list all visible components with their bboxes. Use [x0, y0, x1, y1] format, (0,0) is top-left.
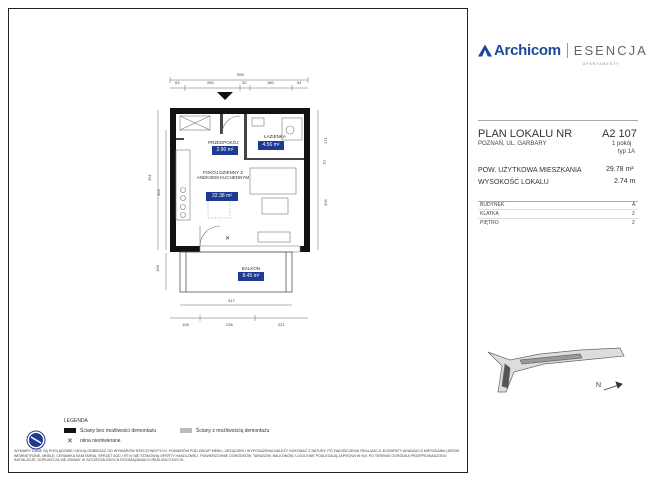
dim-top-seg-3: 32 [242, 80, 247, 85]
brand-logos [478, 42, 648, 59]
divider-building [478, 209, 638, 210]
compass-label: N [596, 382, 602, 389]
hall-area: 2.90 m² [212, 146, 238, 155]
unit-number: A2 107 [602, 128, 637, 140]
disclaimer: WYMIARY DANE SĄ POGLĄDOWE I MOGĄ ODBIEGAĆ OD WYMIARÓW RZECZYWISTYCH. POMIARÓW POD ZAKUP MEBLI, URZĄDZEŃ I WYPOSAŻENIA NALEŻY DOKONAĆ Z NATURY, PO ZAKOŃCZENIU REALIZACJI. ELEMENTY ARANŻACJI MIESZKANIA (DRZWI WEWNĘTRZNE, MEBLE, CERAMIKA SANITARNA, SPRZĘT AGD I RTV) NIE STANOWIĄ OFERTY HANDLOWEJ. POWIERZCHNIE OGRÓDKÓW, TARASÓW, BALKONÓW, LOGGII NIE PODLEGAJĄ ZAPISOWI W KW. PO TERENIE OGRÓDKA PRZEPROWADZONO INSTALACJE, DOPUSZCZA SIĘ ZMIANY W SZCZEGÓŁOWYCH ROZWIĄZANIACH REALIZACYJNYCH. [14, 449, 460, 463]
window-fixed-icon: ✕ [67, 438, 73, 445]
height-label: WYSOKOŚĆ LOKALU [478, 179, 549, 186]
building-value: A [632, 202, 636, 208]
project-name: ESENCJA [567, 43, 648, 58]
unit-type: typ 1A [618, 149, 636, 155]
dim-top-total: 595 [237, 72, 244, 77]
dim-balcony-width: 417 [228, 298, 235, 303]
legend-window-text: okna nieotwierane [80, 438, 121, 444]
entrance-arrow [217, 92, 233, 100]
floor-label: PIĘTRO [480, 220, 499, 226]
legend-fixed-swatch [64, 428, 76, 433]
balcony-area: 8.45 m² [238, 272, 264, 281]
project-subtitle: APARTAMENTY [583, 62, 620, 66]
dim-balcony-depth: 168 [154, 265, 160, 272]
legend-removable-text: Ściany z możliwością demontażu [196, 428, 270, 434]
bath-label: ŁAZIENKA [264, 134, 286, 139]
legend-removable-swatch [180, 428, 192, 433]
dim-left-outer: 351 [146, 174, 152, 181]
dim-top-seg-4: 180 [267, 80, 274, 85]
archicom-logo-icon [478, 45, 492, 57]
building-label: BUDYNEK [480, 202, 505, 208]
dim-bottom-seg-1: 108 [182, 322, 189, 327]
height-value: 2.74 m [614, 178, 636, 185]
floor-value: 2 [632, 220, 635, 226]
dim-top-seg-2: 260 [207, 80, 214, 85]
living-label: POKÓJ DZIENNY Z ANEKSEM KUCHENNYM [196, 170, 250, 180]
compass-icon [604, 382, 622, 390]
stair-value: 2 [632, 211, 635, 217]
balcony-label: BALKON [241, 266, 261, 271]
company-name: Archicom [494, 42, 561, 59]
north-badge-icon [27, 431, 45, 449]
area-label: POW. UŻYTKOWA MIESZKANIA [478, 167, 582, 174]
bath-area: 4.56 m² [258, 141, 284, 150]
dim-bottom-seg-3: 221 [278, 322, 285, 327]
address: POZNAŃ, UL. GARBARY [478, 141, 547, 147]
divider-stair [478, 218, 638, 219]
dim-top-seg-5: 54 [297, 80, 302, 85]
hall-label: PRZEDPOKÓJ [208, 140, 239, 145]
dim-right-upper: 171 [322, 137, 328, 144]
legend-title: LEGENDA [64, 418, 88, 424]
legend-fixed-text: Ściany bez możliwości demontażu [80, 428, 157, 434]
dim-right-mid: 10 [321, 160, 327, 165]
dim-right-lower: 335 [322, 199, 328, 206]
living-area: 22.38 m² [206, 192, 238, 201]
divider-top [478, 120, 638, 121]
area-value: 29.78 m² [606, 166, 634, 173]
plan-title: PLAN LOKALU NR [478, 128, 573, 140]
dim-left-inner: 456 [155, 189, 161, 196]
stair-label: KLATKA [480, 211, 499, 217]
dim-bottom-seg-2: 236 [226, 322, 233, 327]
dim-top-seg-1: 63 [175, 80, 180, 85]
site-plan-thumbnail [488, 348, 624, 392]
window-marker-icon: ✕ [225, 236, 231, 242]
rooms-count: 1 pokój [612, 141, 632, 147]
